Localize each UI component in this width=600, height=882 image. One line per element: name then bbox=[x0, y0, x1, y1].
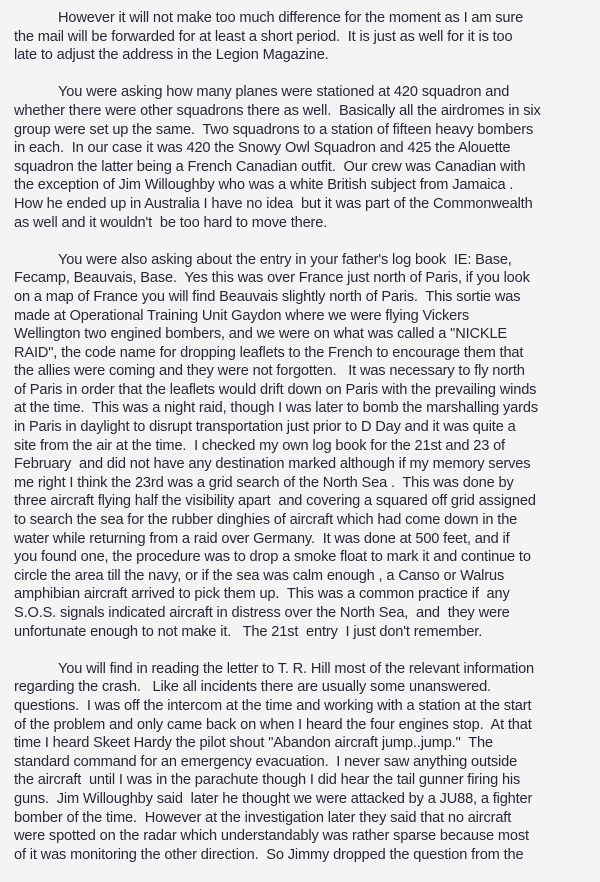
paragraph-gap bbox=[14, 232, 586, 251]
text-line: made at Operational Training Unit Gaydon where we were flying Vickers bbox=[14, 307, 469, 324]
text-line: bomber of the time. However at the investigation later they said that no aircraft bbox=[14, 809, 512, 826]
paragraph-gap bbox=[14, 65, 586, 84]
text-line: squadron the latter being a French Canadian outfit. Our crew was Canadian with bbox=[14, 158, 526, 175]
text-line: the aircraft until I was in the parachute though I did hear the tail gunner firing his bbox=[14, 772, 521, 789]
text-line: guns. Jim Willoughby said later he thought we were attacked by a JU88, a fighter bbox=[14, 790, 533, 807]
text-line: of Paris in order that the leaflets would drift down on Paris with the prevailing winds bbox=[14, 381, 537, 398]
text-line: S.O.S. signals indicated aircraft in distress over the North Sea, and they were bbox=[14, 605, 510, 621]
text-line: How he ended up in Australia I have no idea but it was part of the Commonwealth bbox=[14, 195, 533, 212]
text-line: as well and it wouldn't be too hard to move there. bbox=[14, 214, 328, 231]
paragraph bbox=[14, 251, 586, 641]
text-line: in each. In our case it was 420 the Snowy Owl Squadron and 425 the Alouette bbox=[14, 140, 511, 157]
text-line: Fecamp, Beauvais, Base. Yes this was over France just north of Paris, if you look bbox=[14, 270, 530, 287]
text-line: regarding the crash. Like all incidents there are usually some unanswered. bbox=[14, 679, 491, 696]
text-line: to search the sea for the rubber dinghies of aircraft which had come down in the bbox=[14, 512, 518, 529]
paragraph-gap bbox=[14, 641, 586, 660]
text-line: whether there were other squadrons there as well. Basically all the airdromes in six bbox=[14, 102, 541, 119]
text-line: circle the area till the navy, or if the sea was calm enough , a Canso or Walrus bbox=[14, 567, 505, 584]
text-line: unfortunate enough to not make it. The 21st entry I just don't remember. bbox=[14, 623, 483, 640]
text-line: at the time. This was a night raid, though I was later to bomb the marshalling yards bbox=[14, 400, 538, 417]
text-line: the allies were coming and they were not forgotten. It was necessary to fly north bbox=[14, 363, 525, 380]
text-line: you found one, the procedure was to drop a smoke float to mark it and continue to bbox=[14, 549, 531, 566]
text-line: February and did not have any destination marked although if my memory serves bbox=[14, 456, 531, 473]
text-line: in Paris in daylight to disrupt transportation just prior to D Day and it was quite a bbox=[14, 419, 516, 436]
paragraph bbox=[14, 660, 586, 865]
text-line: of the problem and only came back on when I heard the four engines stop. At that bbox=[14, 716, 532, 733]
paragraph bbox=[14, 9, 586, 65]
paragraph bbox=[14, 83, 586, 232]
text-line: water while returning from a raid over Germany. It was done at 500 feet, and if bbox=[14, 530, 510, 547]
text-line: standard command for an emergency evacuation. I never saw anything outside bbox=[14, 753, 518, 770]
text-line: RAID", the code name for dropping leaflets to the French to encourage them that bbox=[14, 344, 524, 361]
text-line: You were asking how many planes were stationed at 420 squadron and bbox=[58, 84, 510, 101]
text-line: time I heard Skeet Hardy the pilot shout "Abandon aircraft jump..jump." The bbox=[14, 735, 493, 752]
text-line: site from the air at the time. I checked my own log book for the 21st and 23 of bbox=[14, 437, 505, 454]
text-line: on a map of France you will find Beauvais slightly north of Paris. This sortie was bbox=[14, 288, 521, 305]
text-line: of it was monitoring the other direction. So Jimmy dropped the question from the bbox=[14, 846, 524, 863]
text-line: You will find in reading the letter to T. R. Hill most of the relevant information bbox=[58, 660, 535, 677]
text-line: the mail will be forwarded for at least a short period. It is just as well for it is too bbox=[14, 28, 513, 45]
text-line: three aircraft flying half the visibility apart and covering a squared off grid assigned bbox=[14, 493, 536, 510]
text-line: amphibian aircraft arrived to pick them up. This was a common practice if any bbox=[14, 586, 510, 603]
text-line: late to adjust the address in the Legion Magazine. bbox=[14, 47, 329, 64]
text-line: Wellington two engined bombers, and we were on what was called a "NICKLE bbox=[14, 326, 508, 343]
text-line: the exception of Jim Willoughby who was a white British subject from Jamaica . bbox=[14, 177, 514, 194]
text-line: You were also asking about the entry in your father's log book IE: Base, bbox=[58, 251, 512, 268]
text-line: However it will not make too much difference for the moment as I am sure bbox=[58, 10, 524, 26]
text-line: me right I think the 23rd was a grid search of the North Sea . This was done by bbox=[14, 474, 514, 491]
text-line: group were set up the same. Two squadrons to a station of fifteen heavy bombers bbox=[14, 121, 534, 138]
text-line: were spotted on the radar which understandably was rather sparse because most bbox=[14, 828, 529, 845]
text-line: questions. I was off the intercom at the time and working with a station at the start bbox=[14, 697, 532, 714]
